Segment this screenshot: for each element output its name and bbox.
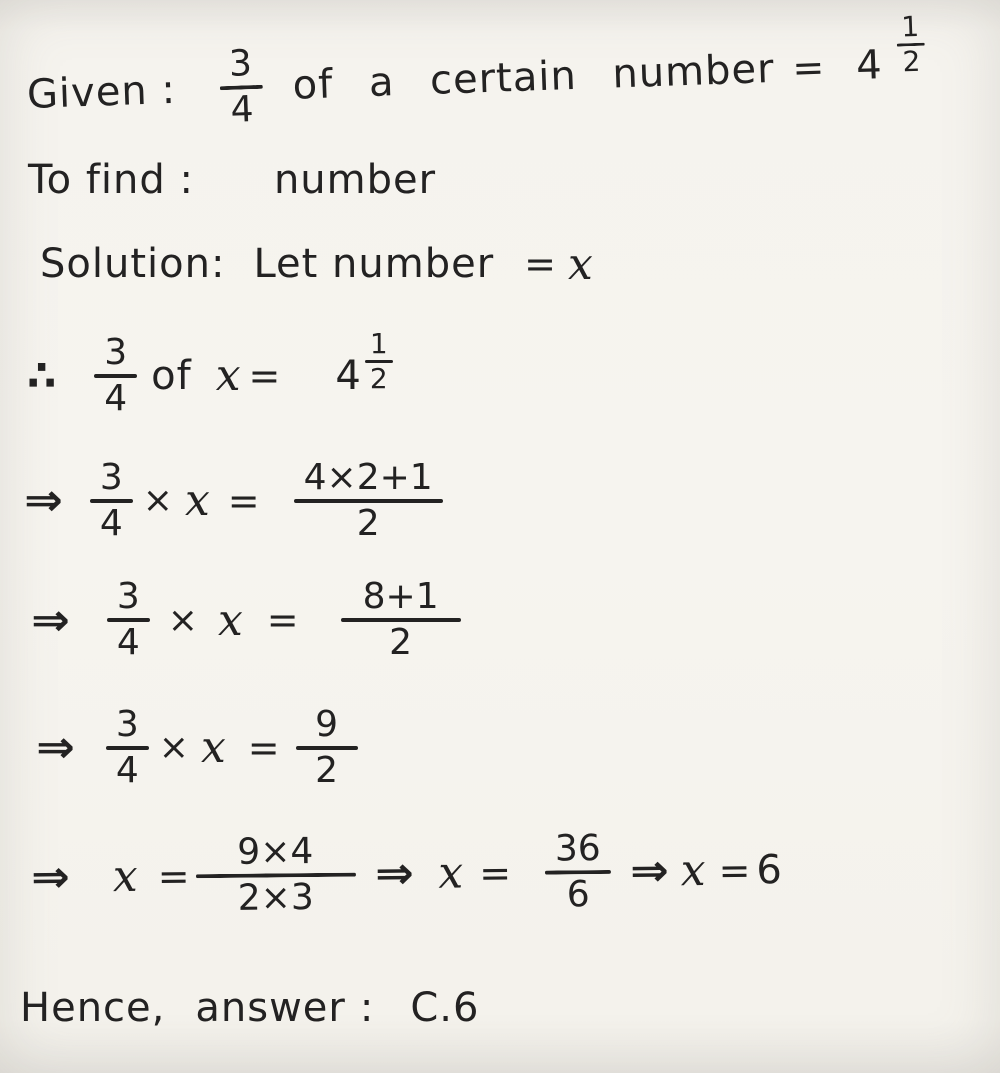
fraction-three-fourths xyxy=(106,704,149,792)
to-find-label: To find : xyxy=(28,157,194,203)
fraction-denominator: 4 xyxy=(229,89,255,131)
fraction-numerator: 3 xyxy=(116,576,140,617)
variable-x: x xyxy=(438,847,464,899)
given-label: Given : xyxy=(26,66,177,118)
equals-sign: = xyxy=(791,45,826,91)
step-therefore-line xyxy=(27,328,393,423)
implies-arrow-icon: ⇒ xyxy=(24,475,63,526)
therefore-symbol: ∴ xyxy=(27,351,57,400)
rhs-fraction xyxy=(195,830,356,920)
colon-sign: : xyxy=(359,985,375,1031)
step-line xyxy=(37,700,358,795)
variable-x: x xyxy=(112,850,138,903)
to-find-value: number xyxy=(273,157,437,203)
mixed-fraction-one-half xyxy=(365,328,393,395)
fraction-denominator: 2 xyxy=(315,749,339,791)
mixed-number-whole: 4 xyxy=(335,352,361,399)
fraction-denominator: 4 xyxy=(99,502,123,544)
equals-sign: = xyxy=(524,242,556,286)
fraction-numerator: 3 xyxy=(228,43,253,85)
rhs-fraction xyxy=(341,576,461,664)
equals-sign: = xyxy=(247,725,280,770)
fraction-numerator: 3 xyxy=(99,456,123,498)
fraction-denominator: 4 xyxy=(104,377,128,419)
fraction-denominator: 2×3 xyxy=(237,876,314,919)
equals-sign: = xyxy=(227,478,260,523)
result-value: 6 xyxy=(756,846,783,893)
variable-x: x xyxy=(680,844,706,897)
variable-x: x xyxy=(217,594,243,646)
equals-sign: = xyxy=(248,353,281,398)
variable-x: x xyxy=(200,722,226,773)
fraction-three-fourths xyxy=(94,332,137,420)
rhs-fraction xyxy=(296,704,358,792)
fraction-denominator: 4 xyxy=(115,749,139,791)
equals-sign: = xyxy=(157,853,190,899)
implies-arrow-icon: ⇒ xyxy=(629,845,669,897)
answer-word: answer xyxy=(195,985,346,1031)
times-sign: × xyxy=(142,480,173,521)
times-sign: × xyxy=(167,599,198,641)
answer-value: C.6 xyxy=(410,985,480,1031)
final-step-line xyxy=(31,812,782,935)
fraction-numerator: 9 xyxy=(315,703,339,745)
fraction-denominator: 4 xyxy=(116,622,140,663)
fraction-numerator: 1 xyxy=(900,9,920,43)
of-word: of xyxy=(151,352,192,399)
equals-sign: = xyxy=(266,598,299,642)
fraction-numerator: 1 xyxy=(369,327,388,360)
equals-sign: = xyxy=(478,850,512,895)
mixed-number-whole: 4 xyxy=(855,42,883,90)
implies-arrow-icon: ⇒ xyxy=(30,851,71,904)
fraction-three-fourths xyxy=(90,457,133,545)
fraction-three-fourths xyxy=(107,576,150,664)
fraction-three-fourths xyxy=(218,43,264,132)
hence-label: Hence, xyxy=(20,985,166,1031)
fraction-numerator: 3 xyxy=(104,331,128,373)
to-find-line xyxy=(28,150,436,210)
implies-arrow-icon: ⇒ xyxy=(36,722,75,773)
step-line xyxy=(32,575,461,665)
solution-text: Let number xyxy=(253,241,495,287)
variable-x: x xyxy=(215,350,241,401)
fraction-numerator: 3 xyxy=(115,703,139,745)
solution-label: Solution: xyxy=(40,241,226,287)
step-line xyxy=(25,453,443,548)
fraction-denominator: 2 xyxy=(369,362,388,395)
mixed-fraction-one-half xyxy=(896,10,926,78)
rhs-fraction xyxy=(294,457,443,545)
fraction-denominator: 6 xyxy=(566,873,590,915)
fraction-numerator: 9×4 xyxy=(237,830,314,873)
fraction-numerator: 36 xyxy=(554,827,601,870)
variable-x: x xyxy=(567,238,593,290)
fraction-denominator: 2 xyxy=(356,502,380,544)
rhs-fraction xyxy=(545,827,612,916)
implies-arrow-icon: ⇒ xyxy=(31,594,70,646)
fraction-numerator: 4×2+1 xyxy=(303,456,433,498)
fraction-denominator: 2 xyxy=(389,622,413,663)
times-sign: × xyxy=(158,727,189,768)
fraction-denominator: 2 xyxy=(901,44,921,78)
equals-sign: = xyxy=(718,847,751,893)
solution-line xyxy=(40,230,593,298)
implies-arrow-icon: ⇒ xyxy=(374,848,414,900)
given-line xyxy=(25,9,927,150)
fraction-numerator: 8+1 xyxy=(362,576,439,617)
given-text: of a certain number xyxy=(291,45,776,109)
variable-x: x xyxy=(184,475,210,526)
conclusion-line xyxy=(20,978,479,1038)
